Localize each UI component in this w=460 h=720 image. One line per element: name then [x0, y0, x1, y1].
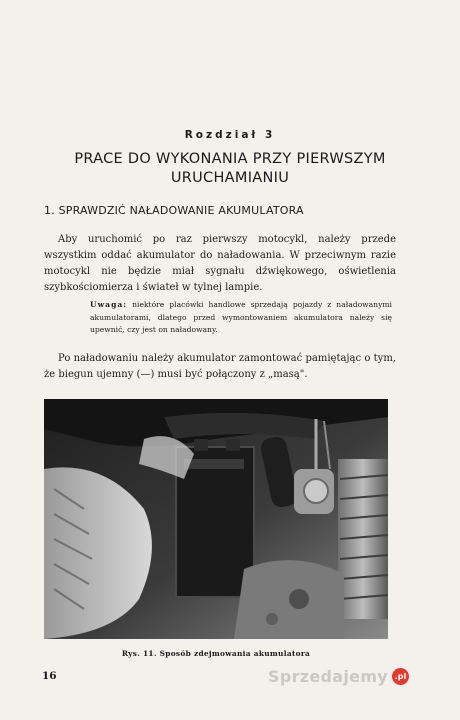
battery-removal-photo [44, 399, 388, 639]
watermark-text: Sprzedajemy [268, 667, 389, 686]
note-lead: Uwaga: [90, 300, 128, 309]
figure-photo [44, 399, 388, 639]
chapter-label: Rozdział 3 [184, 129, 276, 141]
watermark-badge-icon: .pl [392, 668, 409, 685]
page-number: 16 [42, 670, 57, 682]
watermark [268, 667, 409, 686]
paragraph-battery-mount: Po naładowaniu należy akumulator zamontować pamiętając o tym, że biegun ujemny (—) musi być połączony z „masą". [44, 353, 396, 380]
figure-caption: Rys. 11. Sposób zdejmowania akumulatora [121, 649, 311, 658]
note-paragraph [90, 299, 392, 337]
paragraph-battery-charge: Aby uruchomić po raz pierwszy motocykl, należy przede wszystkim oddać akumulator do naładowania. W przeciwnym razie motocykl nie będzie miał sygnału dźwiękowego, oświetlenia szybkościomierza i świateł w tylnej lampie. [44, 234, 396, 293]
chapter-title: PRACE DO WYKONANIA PRZY PIERWSZYM URUCHAMIANIU [74, 151, 386, 186]
section-heading: 1. SPRAWDZIĆ NAŁADOWANIE AKUMULATORA [44, 204, 304, 217]
note-text: niektóre placówki handlowe sprzedają pojazdy z naładowanymi akumulatorami, dlatego przed wymontowaniem akumulatora należy się upewnić, czy jest on naładowany. [90, 300, 392, 334]
